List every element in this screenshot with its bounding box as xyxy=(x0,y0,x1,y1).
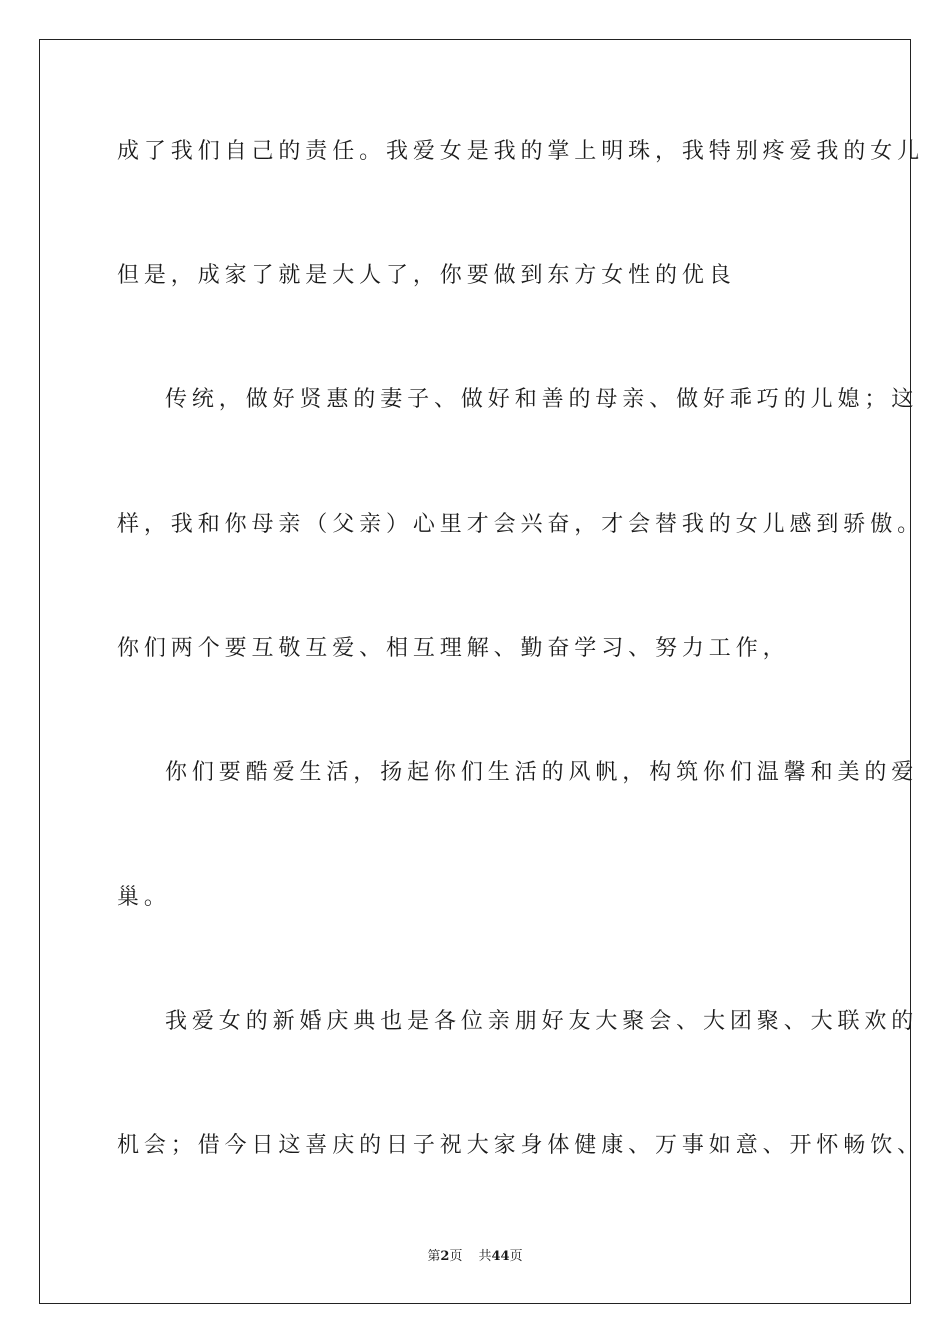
text-line-2: 但是，成家了就是大人了，你要做到东方女性的优良 xyxy=(117,263,736,288)
page-footer xyxy=(0,1248,950,1266)
page-border xyxy=(39,39,911,1304)
page-prefix: 第 xyxy=(427,1249,441,1264)
text-line-9: 机会；借今日这喜庆的日子祝大家身体健康、万事如意、开怀畅饮、 xyxy=(117,1133,925,1158)
total-prefix: 共 xyxy=(478,1249,492,1264)
text-line-5: 你们两个要互敬互爱、相互理解、勤奋学习、努力工作， xyxy=(117,636,790,661)
text-line-1: 成了我们自己的责任。我爱女是我的掌上明珠，我特别疼爱我的女儿 xyxy=(117,139,925,164)
text-line-4: 样，我和你母亲（父亲）心里才会兴奋，才会替我的女儿感到骄傲。 xyxy=(117,512,925,537)
text-line-6: 你们要酷爱生活，扬起你们生活的风帆，构筑你们温馨和美的爱 xyxy=(165,760,919,785)
total-suffix: 页 xyxy=(509,1249,523,1264)
page-suffix: 页 xyxy=(449,1249,463,1264)
page-number: 2 xyxy=(440,1249,450,1264)
text-line-7: 巢。 xyxy=(117,885,171,910)
text-line-8: 我爱女的新婚庆典也是各位亲朋好友大聚会、大团聚、大联欢的 xyxy=(165,1009,919,1034)
total-pages: 44 xyxy=(491,1249,510,1264)
text-line-3: 传统，做好贤惠的妻子、做好和善的母亲、做好乖巧的儿媳；这 xyxy=(165,387,919,412)
